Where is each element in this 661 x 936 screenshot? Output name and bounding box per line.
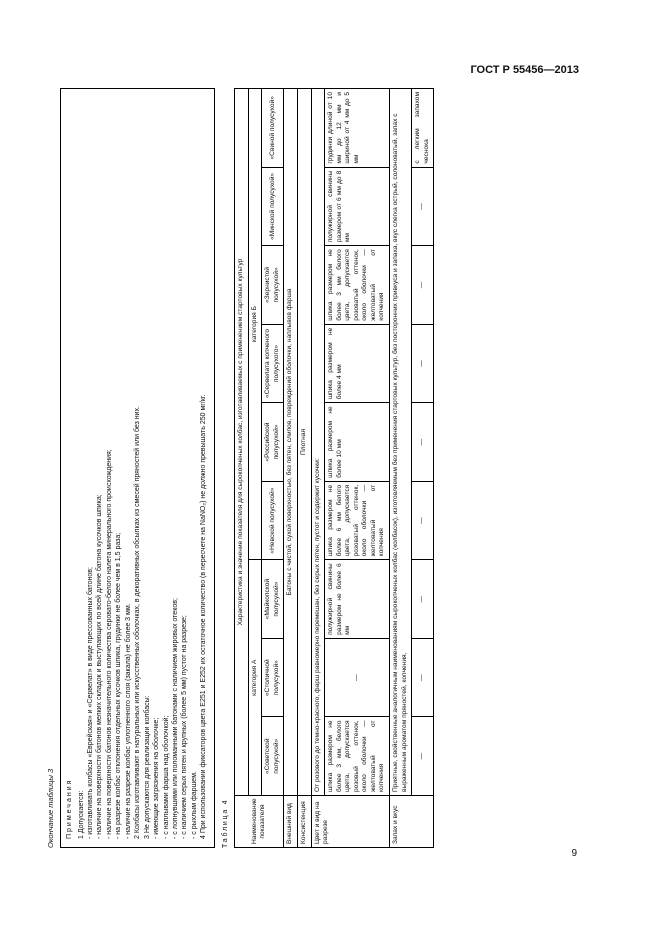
smell-cell: —	[411, 403, 433, 482]
smell-cell: —	[411, 717, 433, 796]
sausage-name-header: «Российской полусухой»	[261, 403, 283, 482]
note-line: - имеющие загрязнения на оболочке;	[152, 717, 160, 839]
sausage-name-header: «Столичной полусухой»	[261, 638, 283, 717]
category-b-header: категория Б	[248, 89, 262, 560]
color-cell: шпика размером не более 6 мм белого цвета, допускается розоватый оттенок, около оболочки — желтоватый от копчения	[324, 481, 389, 560]
smell-cell: —	[411, 560, 433, 639]
color-cell: шпика размером не более 3 мм, белого цвета, допускается розовый оттенок, около оболочки — желтоватый от копчения	[324, 717, 389, 796]
color-cell: —	[324, 638, 389, 717]
characteristic-header: Характеристика и значение показателя для сырокопченых колбас, изготавливаемых с применением стартовых культур	[234, 89, 248, 796]
sausage-name-header: «Минской полусухой»	[261, 167, 283, 246]
table-continuation-label: Окончание таблицы 3	[45, 768, 55, 848]
indicator-name-header: Наименование показателя	[234, 796, 283, 848]
smell-cell: —	[411, 324, 433, 403]
note-line: - на разрезе колбас отклонения отдельных кусочков шпика, грудинки не более чем в 1,5 раза;	[114, 532, 122, 839]
color-cell: грудинки длиной от 10 мм до 12 мм и шириной от 4 мм до 5 мм	[324, 89, 389, 168]
row-label-appearance: Внешний вид	[283, 796, 297, 848]
note-line: 2 Колбасы изготавливают в натуральных или искусственных оболочках, в декоративных обсыпках из смесей пряностей или без них.	[133, 406, 141, 839]
row-label-color: Цвет и вид на разрезе	[311, 796, 390, 848]
table-caption: Таблица 4	[221, 798, 229, 848]
consistency-value: Плотная	[297, 89, 311, 796]
rotated-page-content	[46, 88, 616, 848]
standard-header: ГОСТ Р 55456—2013	[470, 64, 579, 76]
row-label-consistency: Консистенция	[297, 796, 311, 848]
row-label-smell: Запах и вкус	[389, 796, 433, 848]
smell-cell: —	[411, 638, 433, 717]
note-line: - изготавливать колбасы «Еврейская» и «Сервелат» в виде прессованных батонов;	[86, 567, 94, 839]
note-line: - с рыхлым фаршем.	[190, 771, 198, 839]
color-cell: шпика размером не более 4 мм	[324, 324, 389, 403]
notes-title: Примечания	[65, 778, 73, 839]
table-4	[234, 88, 434, 848]
smell-cell: с легким запахом чеснока	[411, 89, 433, 168]
sausage-name-header: «Сервелата копченого полусухого»	[261, 324, 283, 403]
sausage-name-header: «Невской полусухой»	[261, 481, 283, 560]
note-line: - наличие на поверхности батонов незначительного количества серовато-белого налета минерального происхождения;	[105, 449, 113, 839]
appearance-value: Батоны с чистой, сухой поверхностью, без пятен, слипов, повреждений оболочки, наплывов фарша	[283, 89, 297, 796]
color-cell: шпика размером не более 3 мм белого цвета, допускается розоватый оттенок, около оболочки — желтоватый от копчения	[324, 246, 389, 325]
smell-cell: —	[411, 167, 433, 246]
note-line: - с лопнувшими или поломанными батонами с наличием жировых отеков;	[171, 598, 179, 839]
smell-cell: —	[411, 246, 433, 325]
color-cell: полужирной свинины размером не более 6 мм	[324, 560, 389, 639]
sausage-name-header: «Советской полусухой»	[261, 717, 283, 796]
note-line: - наличие на поверхности батонов мелких складок и выступающих по всей длине батона кусочков шпика;	[95, 494, 103, 839]
note-line: - с наплывами фарша над оболочкой;	[162, 715, 169, 839]
note-line: 3 Не допускаются для реализации колбасы:	[143, 695, 151, 839]
color-intro: От розового до темно-красного, фарш равномерно перемешан, без серых пятен, пустот и содержит кусочки:	[311, 89, 325, 796]
page-number: 9	[571, 848, 577, 859]
note-line: - с наличием серых пятен и крупных (более 5 мм) пустот на разрезе;	[180, 615, 188, 839]
category-a-header: категория А	[248, 560, 262, 796]
note-line: 4 При использовании фиксаторов цвета Е251 и Е252 их остаточное количество (в пересчете на NaNO₂) не должно превышать 250 мг/кг.	[199, 394, 207, 839]
color-cell: шпика размером не более 10 мм	[324, 403, 389, 482]
sausage-name-header: «Свиной полусухой»	[261, 89, 283, 168]
note-line: 1 Допускается:	[77, 790, 85, 839]
notes-box	[60, 88, 215, 848]
sausage-name-header: «Майкопской полусухой»	[261, 560, 283, 639]
note-line: - наличие на разрезе колбас уплотненного слоя (закала) не более 3 мм.	[124, 603, 132, 839]
smell-intro: Приятные, свойственные аналогичным наименованиям сырокопченых колбас (колбасок), изготовляемым без применения стартовых культур, без посторонних привкуса и запаха, вкус слегка острый, солоноватый, запах с выраженным ароматом пряностей, копчения,	[389, 89, 411, 796]
sausage-name-header: «Зернистой полусухой»	[261, 246, 283, 325]
color-cell: полужирной свинины размером от 6 мм до 8 мм	[324, 167, 389, 246]
smell-cell: —	[411, 481, 433, 560]
